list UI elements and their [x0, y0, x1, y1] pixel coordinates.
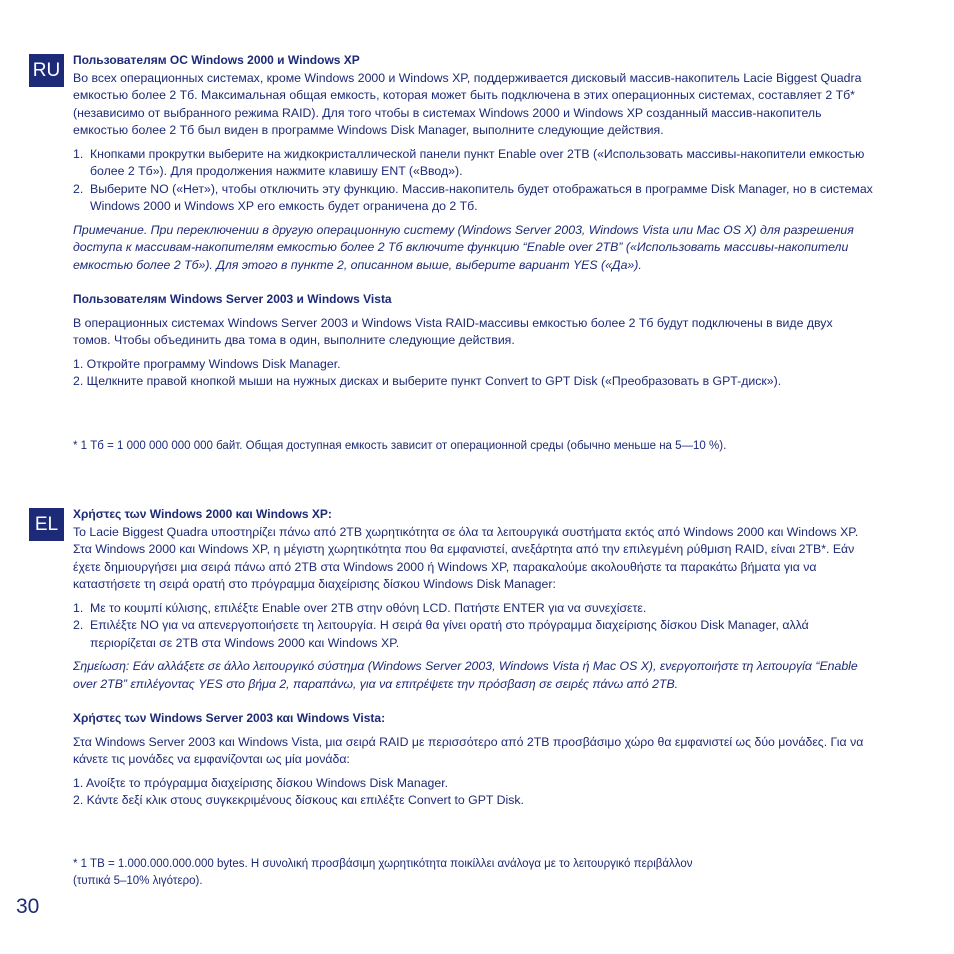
el-heading-2: Χρήστες των Windows Server 2003 και Windows Vista:: [73, 711, 386, 725]
ru-intro-2: В операционных системах Windows Server 2003 и Windows Vista RAID-массивы емкостью более 2 Тб будут подключены в виде двух томов. Чтобы объединить два тома в один, выполните следующие действия.: [73, 315, 833, 347]
el-steps-list-2: [73, 775, 873, 810]
list-item: 1. Откройте программу Windows Disk Manager.: [73, 356, 341, 371]
list-item: 2. Щелкните правой кнопкой мыши на нужных дисках и выберите пункт Convert to GPT Disk («Преобразовать в GPT-диск»).: [73, 374, 782, 388]
ru-heading-2: Пользователям Windows Server 2003 и Windows Vista: [73, 292, 392, 306]
ru-section: [73, 52, 873, 391]
ru-steps-list-2: [73, 356, 873, 391]
el-note: Σημείωση: Εάν αλλάξετε σε άλλο λειτουργικό σύστημα (Windows Server 2003, Windows Vista ή Mac OS X), ενεργοποιήστε τη λειτουργία “Enable over 2TB” επιλέγοντας YES στο βήμα 2, παραπάνω, για να επιτρέψετε την πρόσβαση σε σειρές πάνω από 2TB.: [73, 659, 858, 691]
el-footnote: [73, 856, 873, 890]
lang-badge-el: EL: [29, 508, 64, 541]
lang-badge-ru: RU: [29, 54, 64, 87]
list-item: 1. Ανοίξτε το πρόγραμμα διαχείρισης δίσκου Windows Disk Manager.: [73, 775, 449, 790]
list-item: 1. Кнопками прокрутки выберите на жидкокристаллической панели пункт Enable over 2TB («Использовать массивы-накопители емкостью более 2 Тб»). Для продолжения нажмите клавишу ENT («Ввод»).: [73, 146, 865, 178]
list-item: 2. Κάντε δεξί κλικ στους συγκεκριμένους δίσκους και επιλέξτε Convert to GPT Disk.: [73, 793, 524, 807]
ru-steps-list: [73, 146, 873, 216]
ru-note: Примечание. При переключении в другую операционную систему (Windows Server 2003, Windows Vista или Mac OS X) для разрешения доступа к массивам-накопителям емкостью более 2 Тб включите функцию “Enable over 2TB” («Использовать массивы-накопители емкостью более 2 Тб»). Для этого в пункте 2, описанном выше, выберите вариант YES («Да»).: [73, 222, 854, 272]
list-item: 1. Με το κουμπί κύλισης, επιλέξτε Enable over 2TB στην οθόνη LCD. Πατήστε ENTER για να συνεχίσετε.: [73, 600, 647, 615]
el-heading-1: Χρήστες των Windows 2000 και Windows XP:: [73, 507, 332, 521]
list-item: 2. Выберите NO («Нет»), чтобы отключить эту функцию. Массив-накопитель будет отображаться в программе Disk Manager, но в системах Windows 2000 и Windows XP его емкость будет ограничена до 2 Тб.: [73, 181, 873, 213]
page-number: 30: [16, 895, 40, 918]
el-footnote-line-1: * 1 TB = 1.000.000.000.000 bytes. Η συνολική προσβάσιμη χωρητικότητα ποικίλλει ανάλογα με το λειτουργικό περιβάλλον: [73, 858, 693, 870]
el-section: [73, 506, 873, 810]
ru-intro: Во всех операционных системах, кроме Windows 2000 и Windows XP, поддерживается дисковый массив-накопитель Lacie Biggest Quadra емкостью более 2 Тб. Максимальная общая емкость, которая может быть подключена в этих операционных системах, составляет 2 Тб* (независимо от выбранного режима RAID). Для того чтобы в системах Windows 2000 и Windows XP созданный массив-накопитель емкостью более 2 Тб был виден в программе Windows Disk Manager, выполните следующие действия.: [73, 70, 862, 137]
ru-footnote: * 1 Тб = 1 000 000 000 000 байт. Общая доступная емкость зависит от операционной среды (обычно меньше на 5—10 %).: [73, 440, 727, 452]
el-footnote-line-2: (τυπικά 5–10% λιγότερο).: [73, 875, 203, 887]
el-steps-list: [73, 600, 873, 653]
list-item: 2. Επιλέξτε NO για να απενεργοποιήσετε τη λειτουργία. Η σειρά θα γίνει ορατή στο πρόγραμμα διαχείρισης δίσκου Disk Manager, αλλά περιορίζεται σε 2TB στα Windows 2000 και Windows XP.: [73, 618, 809, 650]
el-intro: Το Lacie Biggest Quadra υποστηρίζει πάνω από 2TB χωρητικότητα σε όλα τα λειτουργικά συστήματα εκτός από Windows 2000 και Windows XP. Στα Windows 2000 και Windows XP, η μέγιστη χωρητικότητα που θα εμφανιστεί, ανεξάρτητα από την επιλεγμένη ρύθμιση RAID, είναι 2TB*. Εάν έχετε δημιουργήσει μια σειρά πάνω από 2TB στα Windows 2000 ή Windows XP, παρακαλούμε ακολουθήστε τα παρακάτω βήματα για να καταστήσετε τη σειρά ορατή στο πρόγραμμα διαχείρισης δίσκου Windows Disk Manager:: [73, 524, 859, 591]
ru-heading-1: Пользователям ОС Windows 2000 и Windows XP: [73, 53, 360, 67]
el-intro-2: Στα Windows Server 2003 και Windows Vista, μια σειρά RAID με περισσότερο από 2TB προσβάσιμο χώρο θα εμφανιστεί ως δύο μονάδες. Για να κάνετε τις μονάδες να εμφανίζονται ως μία μονάδα:: [73, 734, 864, 766]
